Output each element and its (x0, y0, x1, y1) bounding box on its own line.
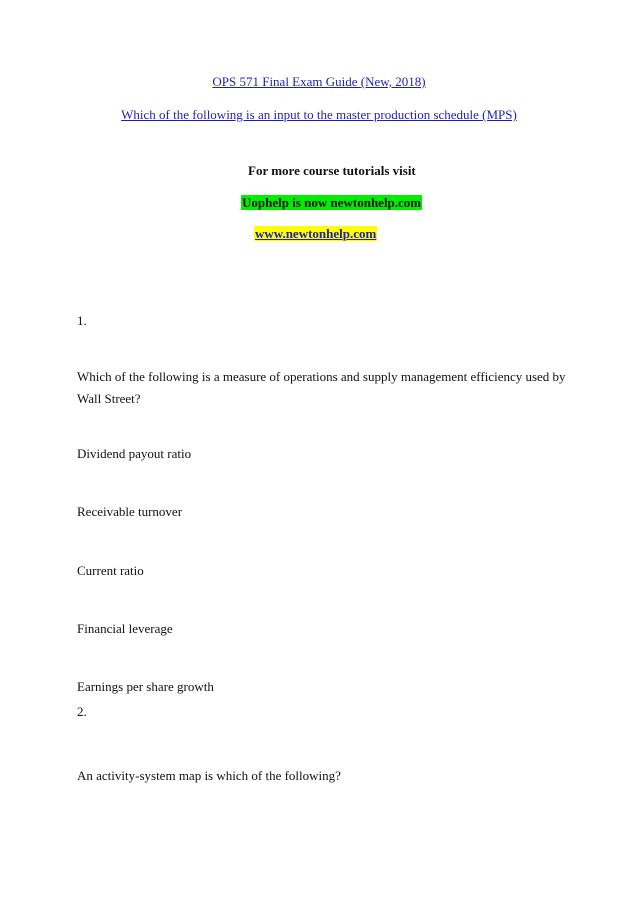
question-number: 1. (77, 313, 87, 328)
promo-site-line (241, 195, 422, 211)
answer-option: Dividend payout ratio (77, 446, 192, 461)
question-number: 2. (77, 704, 87, 719)
title-line (0, 74, 638, 90)
question-text: Which of the following is a measure of operations and supply management efficiency used by Wall Street? (77, 369, 566, 406)
title-link[interactable]: OPS 571 Final Exam Guide (New, 2018) (212, 74, 426, 89)
promo-heading: For more course tutorials visit (248, 163, 416, 178)
promo-highlight: Uophelp is now newtonhelp.com (242, 195, 422, 210)
promo-url-link[interactable]: www.newtonhelp.com (255, 226, 377, 241)
answer-option: Receivable turnover (77, 504, 183, 519)
answer-option: Current ratio (77, 563, 144, 578)
subtitle-link[interactable]: Which of the following is an input to the master production schedule (MPS) (121, 107, 517, 122)
question-text: An activity-system map is which of the following? (77, 768, 341, 783)
answer-option: Financial leverage (77, 621, 173, 636)
promo-url-line (254, 226, 377, 242)
answer-option: Earnings per share growth (77, 679, 214, 694)
subtitle-line (0, 107, 638, 123)
